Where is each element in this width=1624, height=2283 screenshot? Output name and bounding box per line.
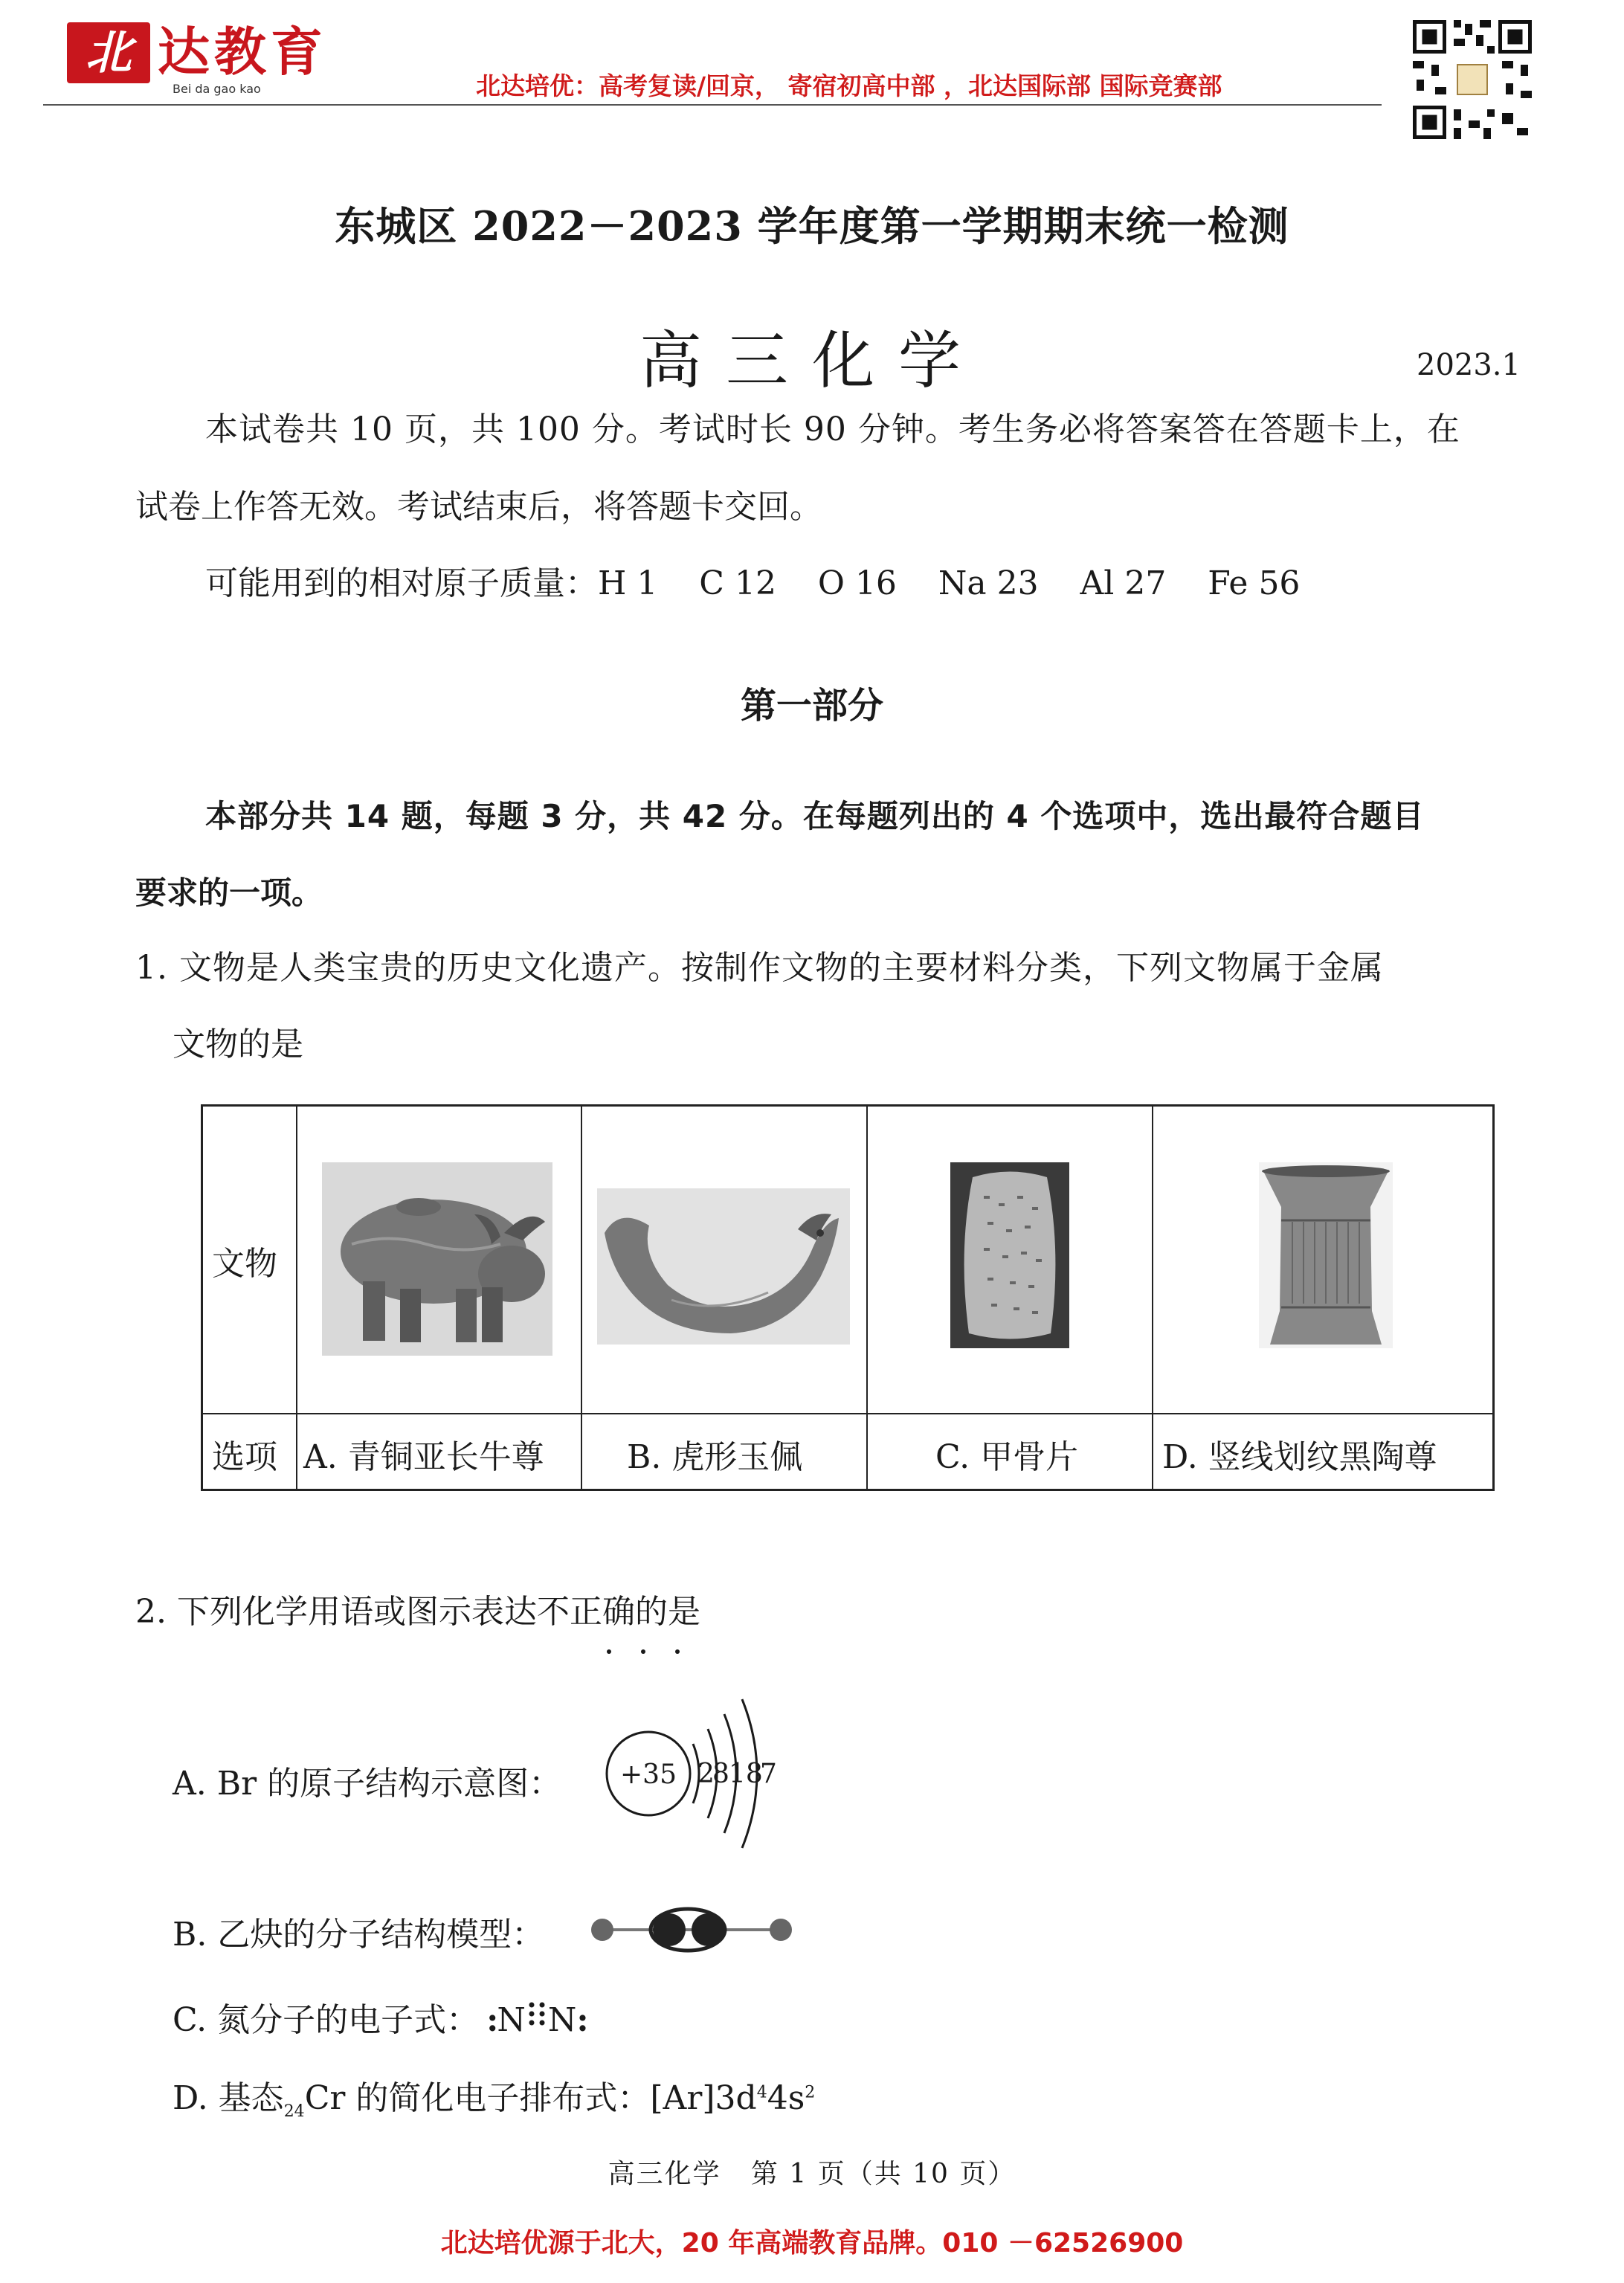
emphasis-dot [607, 1649, 611, 1654]
qr-code-icon [1409, 16, 1536, 143]
shell-2-count: 8 [712, 1759, 729, 1789]
relic-table [201, 1104, 1495, 1491]
option-a-text: A. Br 的原子结构示意图： [173, 1765, 562, 1803]
page-number: 高三化学 第 1 页（共 10 页） [608, 2159, 1016, 2189]
question-1-stem-line-1: 1. 文物是人类宝贵的历史文化遗产。按制作文物的主要材料分类，下列文物属于金属 [135, 949, 1384, 987]
header-slogan: 北达培优：高考复读/回京， 寄宿初高中部 ，北达国际部 国际竞赛部 [476, 71, 1222, 100]
element-symbol: Cr [304, 2079, 346, 2117]
acetylene-model-icon [587, 1904, 796, 1956]
option-c-label: C. 甲骨片 [935, 1438, 1079, 1476]
shell-3-count: 18 [729, 1759, 763, 1789]
d-electron-count: 4 [756, 2083, 767, 2102]
logo-text: 达教育 [158, 21, 327, 83]
oracle-bone-icon [950, 1162, 1069, 1351]
s-electron-count: 2 [805, 2083, 816, 2102]
question-1-stem-line-2: 文物的是 [173, 1025, 303, 1063]
row-label-option: 选项 [212, 1438, 277, 1476]
option-c: C. 氮分子的电子式： :N N: [173, 1993, 589, 2041]
exam-title: 东城区 2022－2023 学年度第一学期期末统一检测 [335, 202, 1289, 250]
logo-pinyin: Bei da gao kao [173, 82, 261, 96]
logo-badge [67, 22, 150, 83]
bromine-atom-structure-diagram [595, 1669, 788, 1863]
nucleus-charge: +35 [620, 1759, 677, 1790]
q2-stem-emphasis: 不正确 [536, 1593, 635, 1631]
instructions-line-1: 本试卷共 10 页，共 100 分。考试时长 90 分钟。考生务必将答案答在答题卡上，在 [205, 410, 1460, 448]
logo-char: 北 [85, 25, 132, 80]
emphasis-dot [675, 1649, 680, 1654]
subject-title: 高三化学 [639, 324, 985, 397]
option-c-text: C. 氮分子的电子式： [173, 2001, 480, 2039]
exam-date: 2023.1 [1417, 348, 1521, 382]
row-label-relic: 文物 [212, 1245, 277, 1283]
q2-stem-prefix: 2. 下列化学用语或图示表达 [135, 1593, 537, 1631]
header-divider [43, 104, 1382, 106]
atomic-number: 24 [283, 2102, 305, 2121]
instructions-line-2: 试卷上作答无效。考试结束后，将答题卡交回。 [135, 488, 822, 526]
atomic-mass-list: 可能用到的相对原子质量：H 1 C 12 O 16 Na 23 Al 27 Fe 56 [205, 564, 1301, 602]
option-a [173, 1756, 561, 1804]
option-b-text: B. 乙炔的分子结构模型： [173, 1916, 545, 1954]
option-d [173, 2071, 815, 2121]
black-pottery-vessel-icon [1259, 1162, 1393, 1351]
shell-1-count: 2 [697, 1759, 715, 1789]
option-a-label: A. 青铜亚长牛尊 [303, 1438, 544, 1476]
emphasis-dot [641, 1649, 645, 1654]
q2-stem-suffix: 的是 [634, 1593, 700, 1631]
option-d-text-mid: 的简化电子排布式： [345, 2079, 651, 2117]
electron-config: [Ar]3d [650, 2079, 757, 2117]
shell-4-count: 7 [760, 1759, 777, 1789]
option-b-label: B. 虎形玉佩 [627, 1438, 803, 1476]
jade-tiger-pendant-icon [597, 1188, 850, 1347]
part-title: 第一部分 [740, 685, 883, 727]
part-description-line-1: 本部分共 14 题，每题 3 分，共 42 分。在每题列出的 4 个选项中，选出最符合题目 [205, 798, 1425, 834]
bronze-ox-vessel-icon [322, 1162, 552, 1359]
electron-formula-n-right: N [547, 2001, 577, 2039]
footer-slogan: 北达培优源于北大，20 年高端教育品牌。010 －62526900 [440, 2228, 1184, 2258]
option-d-text: D. 基态 [173, 2079, 284, 2117]
triple-bond-electron-dots [526, 2003, 548, 2041]
option-b [173, 1907, 544, 1955]
question-2-stem [135, 1590, 700, 1635]
electron-config-2: 4s [767, 2079, 805, 2117]
part-description-line-2: 要求的一项。 [135, 875, 323, 911]
option-d-label: D. 竖线划纹黑陶尊 [1162, 1438, 1437, 1476]
electron-formula-n-left: N [497, 2001, 526, 2039]
